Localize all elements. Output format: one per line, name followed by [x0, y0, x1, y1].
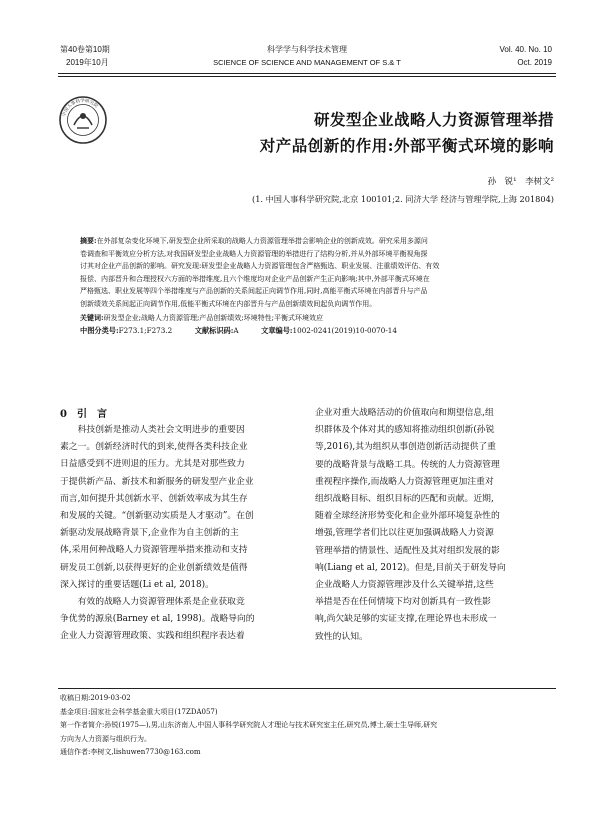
body-line: 管理举措的情景性、适配性及其对组织发展的影 [315, 545, 500, 556]
header-date-en: Oct. 2019 [517, 58, 552, 67]
body-line: 新驱动发展战略背景下,企业作为自主创新的主 [60, 528, 239, 539]
body-line: 响(Liang et al, 2012)。但是,目前关于研发导向 [315, 562, 506, 573]
doc-code-label: 文献标识码: [194, 325, 234, 335]
abstract-line: 报偿、内部晋升和合理授权六方面的举措维度,且六个维度均对企业产品创新产生正向影响;其中,外部平衡式环境在 [80, 274, 430, 283]
classification-line [80, 325, 556, 338]
keywords-text: 研发型企业;战略人力资源管理;产品创新绩效;环境特性;平衡式环境效应 [103, 314, 324, 322]
body-line: 深入探讨的重要话题(Li et al, 2018)。 [60, 579, 214, 590]
article-no-label: 文章编号: [261, 325, 293, 335]
body-line: 企业对重大战略活动的价值取向和期望信息,组 [315, 408, 494, 418]
body-line: 科技创新是推动人类社会文明进步的重要因 [60, 425, 245, 435]
header-volume-en: Vol. 40. No. 10 [499, 45, 552, 54]
fund-info: 基金项目:国家社会科学基金重大项目(17ZDA057) [60, 707, 218, 716]
body-line: 等,2016),其为组织从事创造创新活动提供了重 [315, 442, 496, 453]
corresponding-author: 通信作者:李树文,lishuwen7730@163.com [60, 748, 201, 756]
body-line: 重视程序操作,而战略人力资源管理更加注重对 [315, 476, 494, 487]
article-no-value: 1002-0241(2019)10-0070-14 [292, 325, 397, 335]
footnote-rule [58, 688, 556, 689]
clc-value: F273.1;F273.2 [118, 325, 173, 335]
abstract [80, 235, 556, 337]
body-line: 争优势的源泉(Barney et al, 1998)。战略导向的 [60, 614, 255, 625]
header-rule-thin [58, 76, 556, 77]
body-line: 而言,如何提升其创新水平、创新效率成为其生存 [60, 493, 248, 504]
clc-label: 中图分类号: [80, 325, 119, 335]
abstract-label: 摘要: [80, 236, 97, 245]
journal-name-cn: 科学学与科学技术管理 [267, 45, 347, 54]
footnotes [60, 692, 556, 760]
body-line: 日益感受到不进则退的压力。尤其是对那些致力 [60, 459, 245, 470]
body-line: 于提供新产品、新技术和新服务的研发型产业企业 [60, 476, 254, 487]
first-author-bio-cont: 方向为人力资源与组织行为。 [60, 734, 151, 743]
body-line: 企业人力资源管理政策、实践和组织程序表达着 [60, 631, 245, 642]
body-line: 企业战略人力资源管理涉及什么关键举措,这些 [315, 580, 494, 591]
abstract-line: 讨其对企业产品创新的影响。研究发现:研发型企业战略人力资源管理包含严格甄选、职业发展、注重绩效评估、有效 [80, 262, 440, 270]
first-author-bio: 第一作者简介:孙锐(1975—),男,山东济南人,中国人事科学研究院人才理论与技术研究室主任,研究员,博士,硕士生导师,研究 [60, 721, 438, 729]
journal-name-en: SCIENCE OF SCIENCE AND MANAGEMENT OF S.& T [213, 58, 401, 67]
author-names: 孙 锐¹ 李树文² [487, 177, 554, 187]
abstract-line: 卷调查和平衡效应分析方法,对我国研发型企业战略人力资源管理的举措进行了结构分析,并从外部环境平衡视角探 [80, 249, 428, 258]
paper-title-line2: 对产品创新的作用:外部平衡式环境的影响 [259, 136, 554, 155]
body-line: 举措是否在任何情境下均对创新具有一致性影 [315, 597, 491, 608]
header-volume: 第40卷第10期 [60, 45, 110, 54]
received-date: 收稿日期:2019-03-02 [60, 694, 131, 702]
header-date: 2019年10月 [66, 58, 109, 67]
body-line: 织群体及个体对其的感知将推动组织创新(孙锐 [315, 425, 495, 436]
section-heading: 0 引 言 [60, 409, 107, 420]
keywords-label: 关键词: [80, 313, 104, 322]
body-line: 有效的战略人力资源管理体系是企业获取竞 [60, 597, 245, 608]
body-line: 研发员工创新,以获得更好的企业创新绩效是值得 [60, 562, 248, 573]
body-line: 素之一。创新经济时代的到来,使得各类科技企业 [60, 442, 248, 453]
body-line: 致性的认知。 [315, 631, 368, 642]
body-line: 要的战略背景与战略工具。传统的人力资源管理 [315, 459, 500, 470]
logo-ring-text: 中国人事科学研究院 [62, 98, 99, 118]
abstract-line: 创新绩效关系间起正向调节作用,低能平衡式环境在内部晋升与产品创新绩效间起负向调节作用。 [80, 299, 377, 308]
left-column [60, 422, 302, 646]
abstract-line: 严格甄选、职业发展等四个举措维度与产品创新的关系间起正向调节作用,同时,高能平衡式环境在内部晋升与产品 [80, 287, 428, 295]
author-affiliation: (1. 中国人事科学研究院,北京 100101;2. 同济大学 经济与管理学院,上海 201804) [252, 194, 554, 204]
body-line: 组织战略目标、组织目标的匹配和贡献。近期, [315, 494, 494, 505]
institute-logo [58, 95, 108, 145]
body-line: 增强,管理学者们比以往更加强调战略人力资源 [315, 528, 494, 539]
paper-title-line1: 研发型企业战略人力资源管理举措 [313, 110, 554, 129]
body-line: 响,尚欠缺足够的实证支撑,在理论界也未形成一 [315, 614, 497, 625]
abstract-line: 在外部复杂变化环境下,研发型企业所采取的战略人力资源管理举措会影响企业的创新成效。研究采用多源问 [96, 237, 428, 245]
doc-code-value: A [233, 325, 239, 335]
right-column [315, 405, 557, 646]
body-line: 和发展的关键。“创新驱动实质是人才驱动”。在创 [60, 511, 254, 522]
header-rule [58, 73, 556, 74]
body-line: 体,采用何种战略人力资源管理举措来推动和支持 [60, 545, 248, 556]
body-line: 随着全球经济形势变化和企业外部环境复杂性的 [315, 511, 500, 522]
